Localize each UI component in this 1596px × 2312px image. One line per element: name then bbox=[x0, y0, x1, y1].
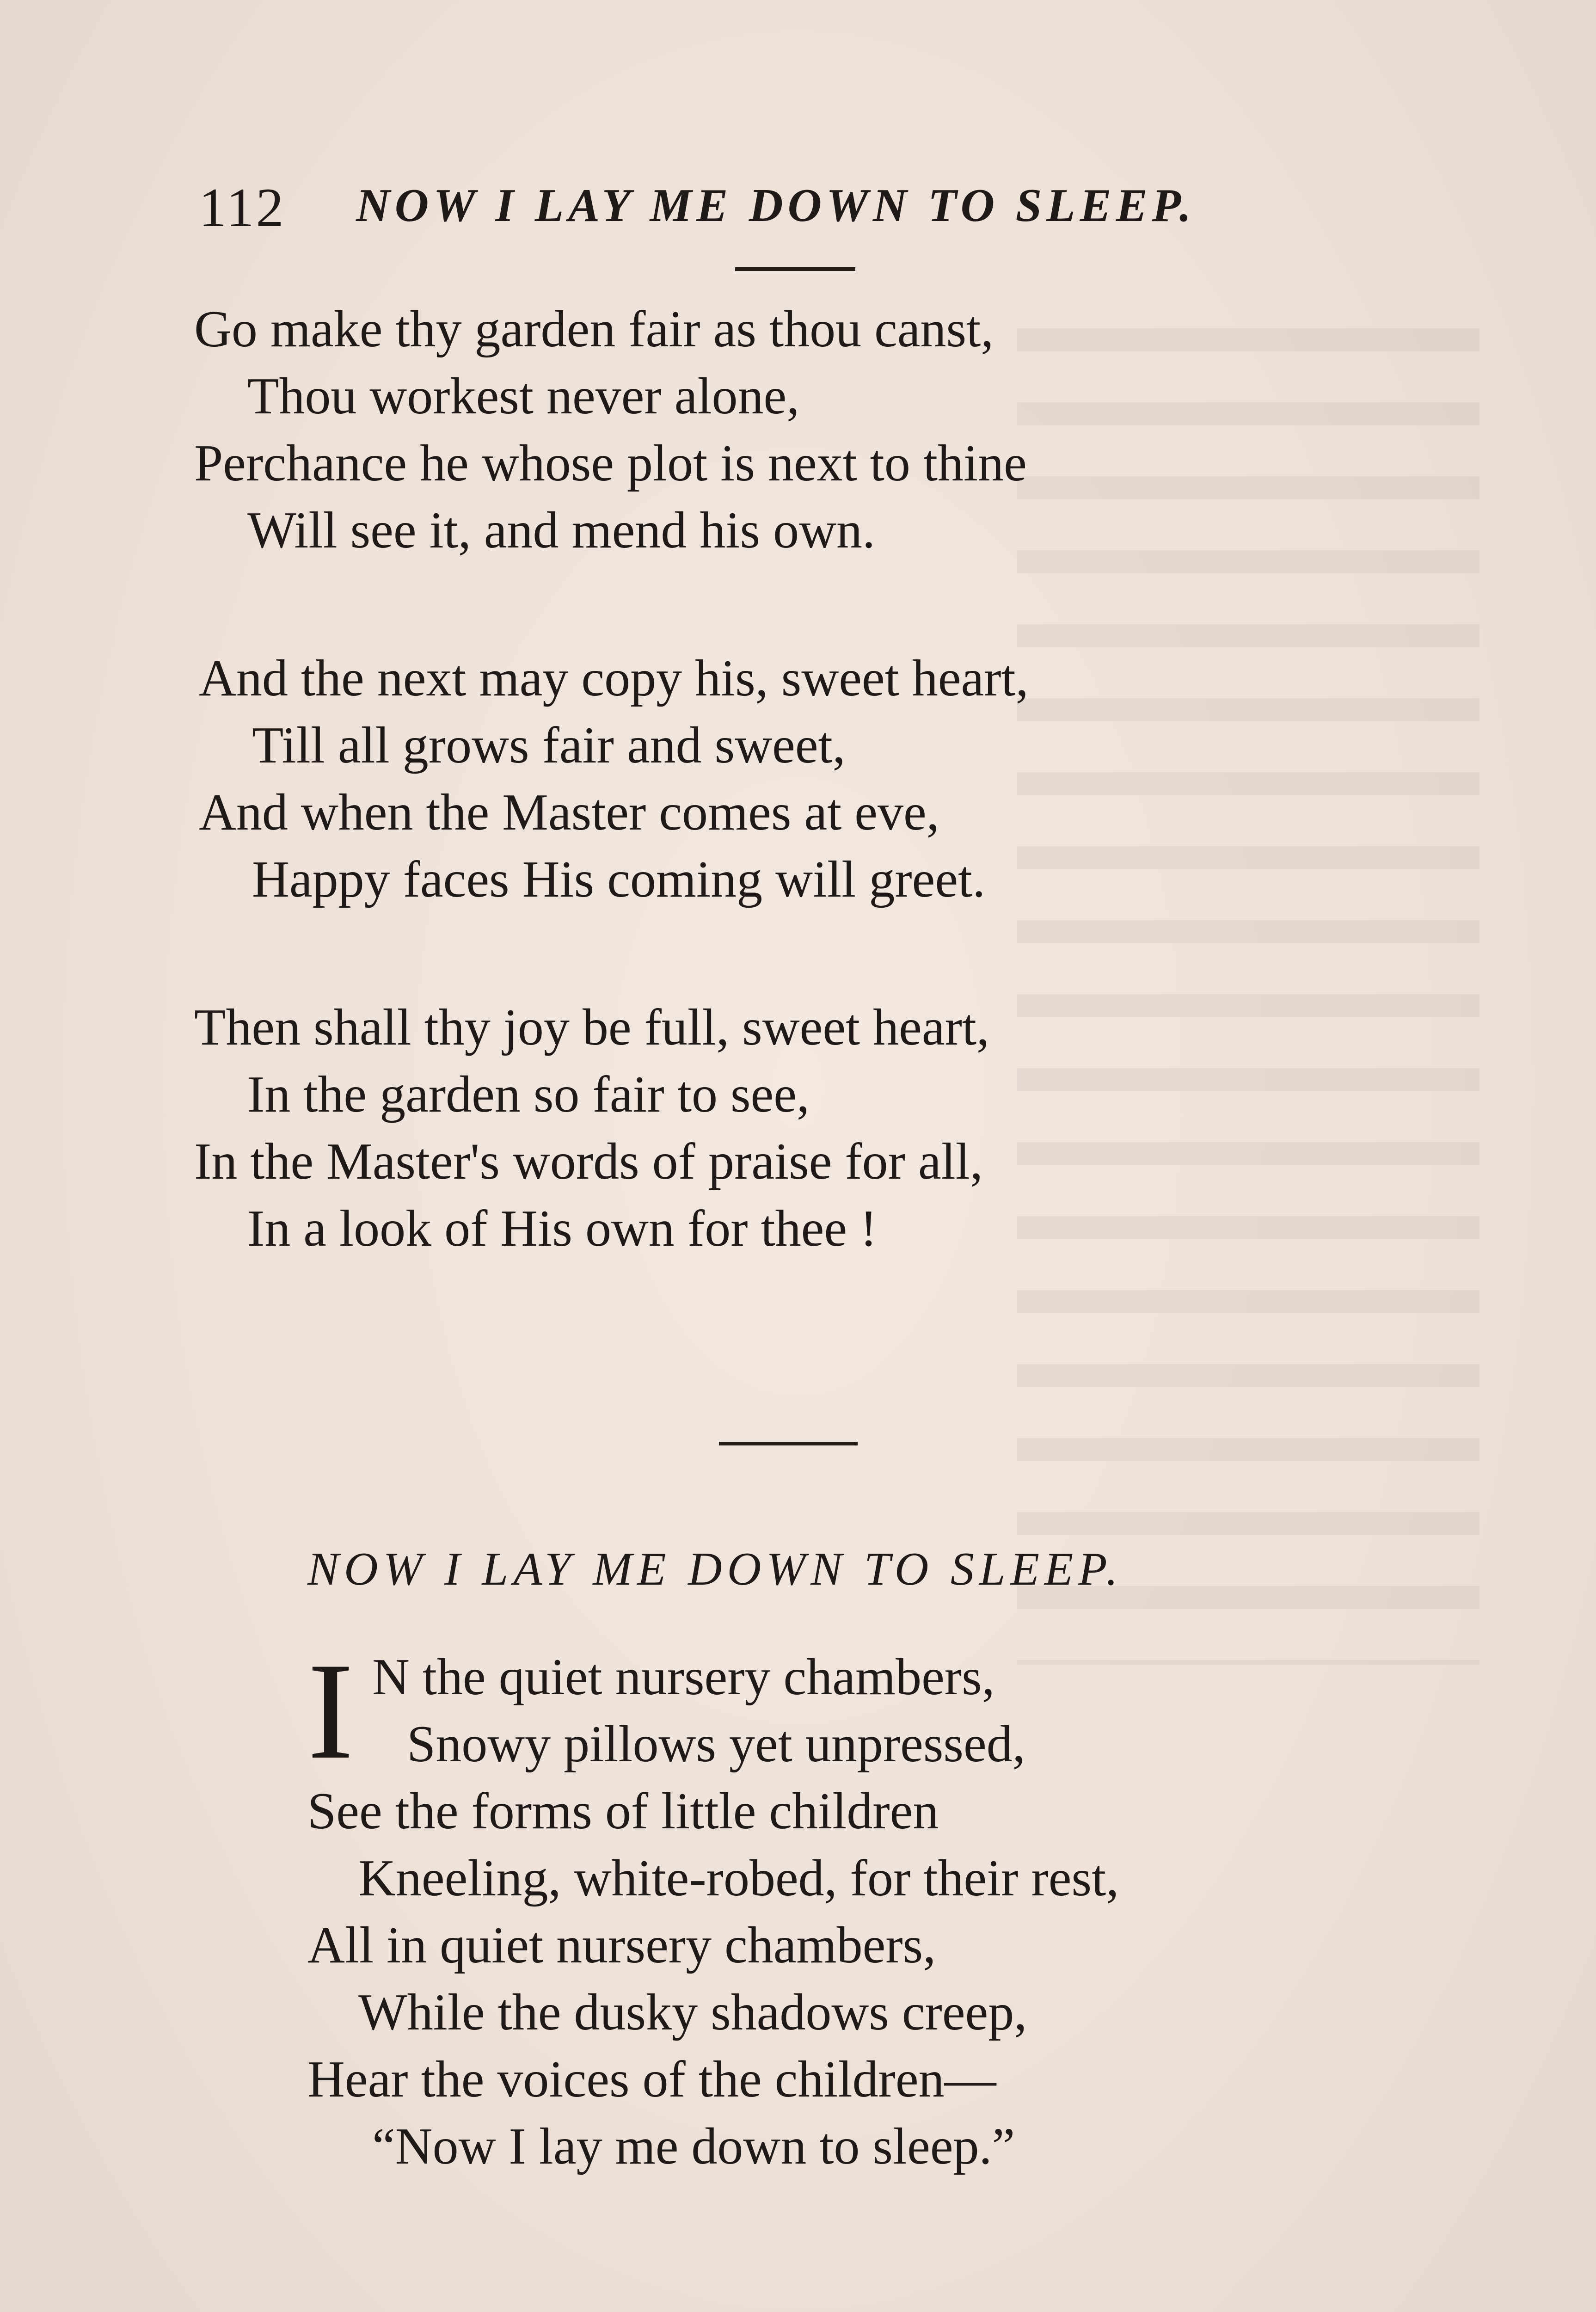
verse-line: Hear the voices of the children— bbox=[307, 2051, 996, 2108]
poem-title: NOW I LAY ME DOWN TO SLEEP. bbox=[307, 1543, 1123, 1595]
verse-line: Thou workest never alone, bbox=[247, 368, 800, 425]
section-rule bbox=[719, 1442, 858, 1445]
drop-cap: I bbox=[307, 1634, 354, 1788]
verse-line: Till all grows fair and sweet, bbox=[252, 717, 846, 774]
verse-line: Go make thy garden fair as thou canst, bbox=[194, 301, 994, 358]
verse-line: In the garden so fair to see, bbox=[247, 1066, 810, 1123]
page-number: 112 bbox=[199, 177, 286, 238]
stanza-3 bbox=[194, 994, 989, 1262]
verse-line: And the next may copy his, sweet heart, bbox=[199, 650, 1029, 707]
verse-line: While the dusky shadows creep, bbox=[358, 1984, 1027, 2041]
verse-line: “Now I lay me down to sleep.” bbox=[372, 2118, 1015, 2175]
header-rule bbox=[735, 267, 855, 271]
verse-line: Kneeling, white-robed, for their rest, bbox=[358, 1850, 1119, 1907]
stanza-2 bbox=[199, 645, 1029, 913]
verse-line: And when the Master comes at eve, bbox=[199, 784, 939, 841]
show-through-texture bbox=[1017, 277, 1479, 1665]
running-head bbox=[199, 176, 1318, 245]
verse-line: N the quiet nursery chambers, bbox=[372, 1648, 995, 1706]
verse-line: In the Master's words of praise for all, bbox=[194, 1133, 983, 1190]
verse-line: See the forms of little children bbox=[307, 1783, 939, 1840]
verse-line: Then shall thy joy be full, sweet heart, bbox=[194, 999, 989, 1056]
running-title: NOW I LAY ME DOWN TO SLEEP. bbox=[356, 179, 1196, 232]
verse-line: In a look of His own for thee ! bbox=[247, 1200, 878, 1257]
verse-line: All in quiet nursery chambers, bbox=[307, 1917, 936, 1974]
verse-line: Snowy pillows yet unpressed, bbox=[407, 1716, 1025, 1773]
verse-line: Perchance he whose plot is next to thine bbox=[194, 435, 1027, 492]
verse-line: Will see it, and mend his own. bbox=[247, 502, 875, 559]
stanza-1 bbox=[194, 296, 1027, 564]
verse-line: Happy faces His coming will greet. bbox=[252, 851, 986, 908]
poem-body bbox=[307, 1634, 1119, 2180]
